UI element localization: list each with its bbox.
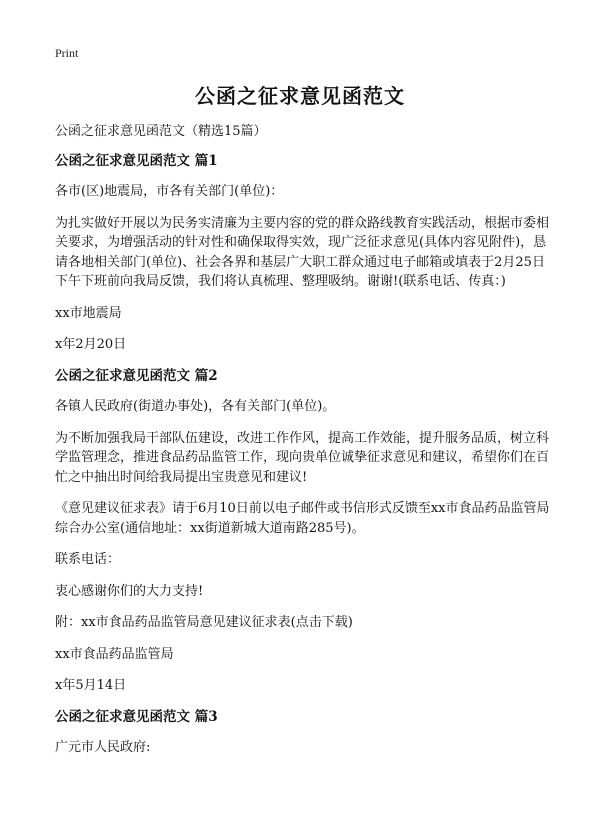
page-title: 公函之征求意见函范文 bbox=[195, 84, 405, 108]
section-2-salutation: 各镇人民政府(街道办事处)，各有关部门(单位)。 bbox=[55, 399, 336, 414]
section-2-thanks: 衷心感谢你们的大力支持! bbox=[55, 583, 204, 599]
section-2-contact: 联系电话： bbox=[55, 552, 121, 567]
section-3-heading: 公函之征求意见函范文 篇3 bbox=[55, 708, 218, 725]
section-2-body: 为不断加强我局干部队伍建设，改进工作作风，提高工作效能，提升服务品质，树立科学监管理念，推进食品药品监管工作，现向贵单位诚挚征求意见和建议，希望你们在百忙之中抽出时间给我局提出宝贵意见和建议! bbox=[55, 430, 550, 485]
section-1-heading: 公函之征求意见函范文 篇1 bbox=[55, 152, 218, 169]
document-body bbox=[55, 122, 555, 770]
section-3-salutation: 广元市人民政府: bbox=[55, 740, 151, 755]
section-1-signature: xx市地震局 bbox=[55, 305, 122, 321]
section-2-date: x年5月14日 bbox=[55, 678, 127, 693]
section-2-heading: 公函之征求意见函范文 篇2 bbox=[55, 367, 218, 384]
section-1-body: 为扎实做好开展以为民务实清廉为主要内容的党的群众路线教育实践活动，根据市委相关要求，为增强活动的针对性和确保取得实效，现广泛征求意见(具体内容见附件)，恳请各地相关部门(单位)、社会各界和基层广大职工群众通过电子邮箱或填表于2月25日下午下班前向我局反馈，我们将认真梳理、整理吸纳。谢谢!(联系电话、传真：) bbox=[55, 215, 550, 289]
section-2-signature: xx市食品药品监管局 bbox=[55, 646, 174, 662]
print-label: Print bbox=[55, 46, 79, 60]
section-1-date: x年2月20日 bbox=[55, 337, 127, 352]
document-subtitle: 公函之征求意见函范文（精选15篇） bbox=[55, 124, 267, 139]
section-2-attachment: 附：xx市食品药品监管局意见建议征求表(点击下载) bbox=[55, 615, 353, 630]
section-1-salutation: 各市(区)地震局，市各有关部门(单位)： bbox=[55, 184, 284, 199]
section-2-instructions: 《意见建议征求表》请于6月10日前以电子邮件或书信形式反馈至xx市食品药品监管局综合办公室(通信地址：xx街道新城大道南路285号)。 bbox=[55, 501, 550, 536]
